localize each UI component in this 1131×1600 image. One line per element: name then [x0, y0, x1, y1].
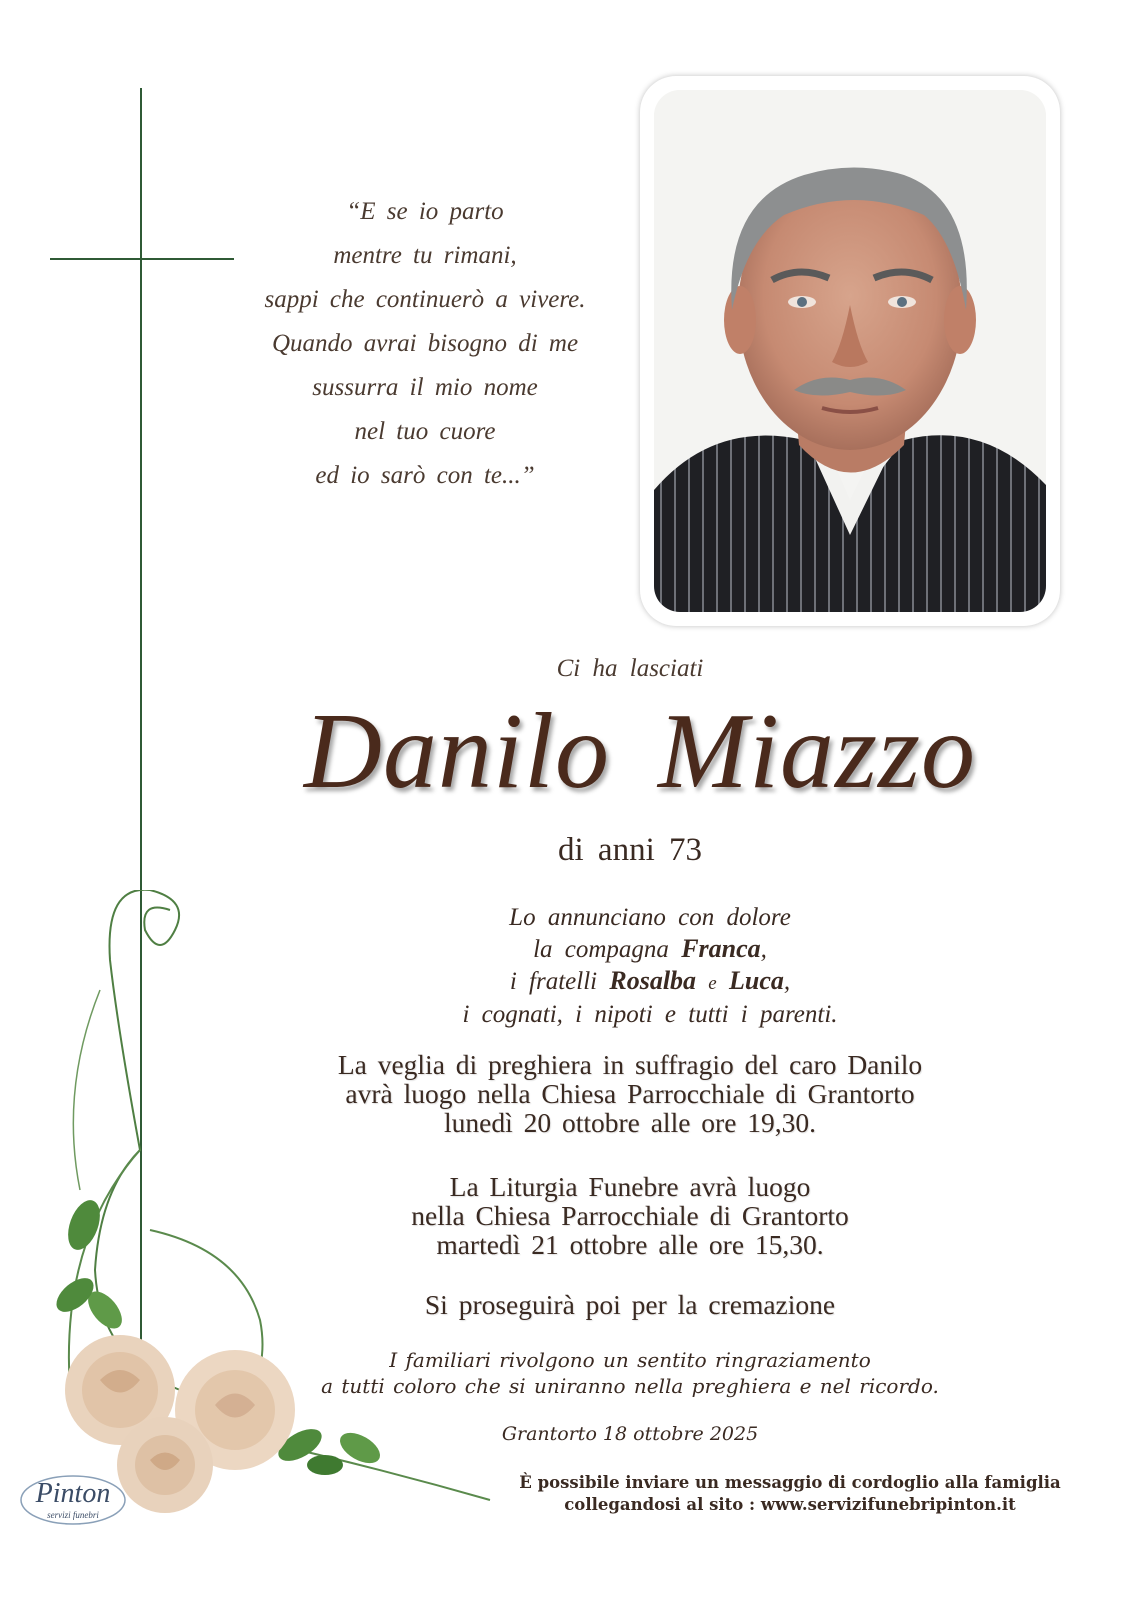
footer-line: È possibile inviare un messaggio di cordoglio alla famiglia [519, 1473, 1061, 1492]
quote-line: nel tuo cuore [354, 418, 496, 445]
family-text: , [783, 968, 791, 995]
deceased-name: Danilo Miazzo [303, 692, 977, 811]
funeral-line: martedì 21 ottobre alle ore 15,30. [436, 1229, 824, 1260]
footer-line[interactable]: collegandosi al sito : www.servizifunebripinton.it [564, 1495, 1016, 1514]
condolence-footer [470, 1472, 1110, 1516]
vigil-line: La veglia di preghiera in suffragio del caro Danilo [337, 1049, 923, 1080]
memorial-quote [245, 190, 605, 498]
thanks-line: a tutti coloro che si uniranno nella preghiera e nel ricordo. [321, 1374, 939, 1398]
quote-line: sappi che continuerò a vivere. [264, 286, 586, 313]
thanks-line: I familiari rivolgono un sentito ringraziamento [389, 1348, 871, 1372]
quote-line: mentre tu rimani, [333, 242, 517, 269]
family-line: Lo annunciano con dolore [509, 904, 791, 931]
quote-line: sussurra il mio nome [312, 374, 538, 401]
logo-name: Pinton [35, 1478, 111, 1509]
funeral-line: La Liturgia Funebre avrà luogo [449, 1171, 811, 1202]
sibling-name: Rosalba [609, 966, 697, 995]
pinton-logo [18, 1470, 128, 1530]
sibling-name: Luca [728, 966, 784, 995]
partner-name: Franca [681, 934, 761, 963]
vigil-line: lunedì 20 ottobre alle ore 19,30. [443, 1107, 817, 1138]
quote-line: ed io sarò con te...” [315, 462, 535, 489]
quote-line: Quando avrai bisogno di me [271, 330, 579, 357]
place-date: Grantorto 18 ottobre 2025 [501, 1423, 759, 1445]
portrait-illustration [654, 90, 1046, 612]
cremation-note: Si proseguirà poi per la cremazione [424, 1289, 836, 1320]
funeral-line: nella Chiesa Parrocchiale di Grantorto [411, 1200, 849, 1231]
vigil-line: avrà luogo nella Chiesa Parrocchiale di Grantorto [345, 1078, 915, 1109]
family-text: , [760, 936, 767, 963]
family-line: i cognati, i nipoti e tutti i parenti. [462, 1001, 838, 1028]
portrait-frame [640, 76, 1060, 626]
cross-horizontal-bar [50, 258, 234, 260]
quote-line: “E se io parto [346, 198, 504, 225]
family-text: la compagna [533, 936, 669, 963]
deceased-age: di anni 73 [558, 832, 702, 868]
intro-text: Ci ha lasciati [556, 655, 704, 682]
family-text: i fratelli [509, 968, 598, 995]
logo-subtitle: servizi funebri [47, 1510, 99, 1520]
family-text: e [708, 973, 717, 994]
portrait-photo [654, 90, 1046, 612]
